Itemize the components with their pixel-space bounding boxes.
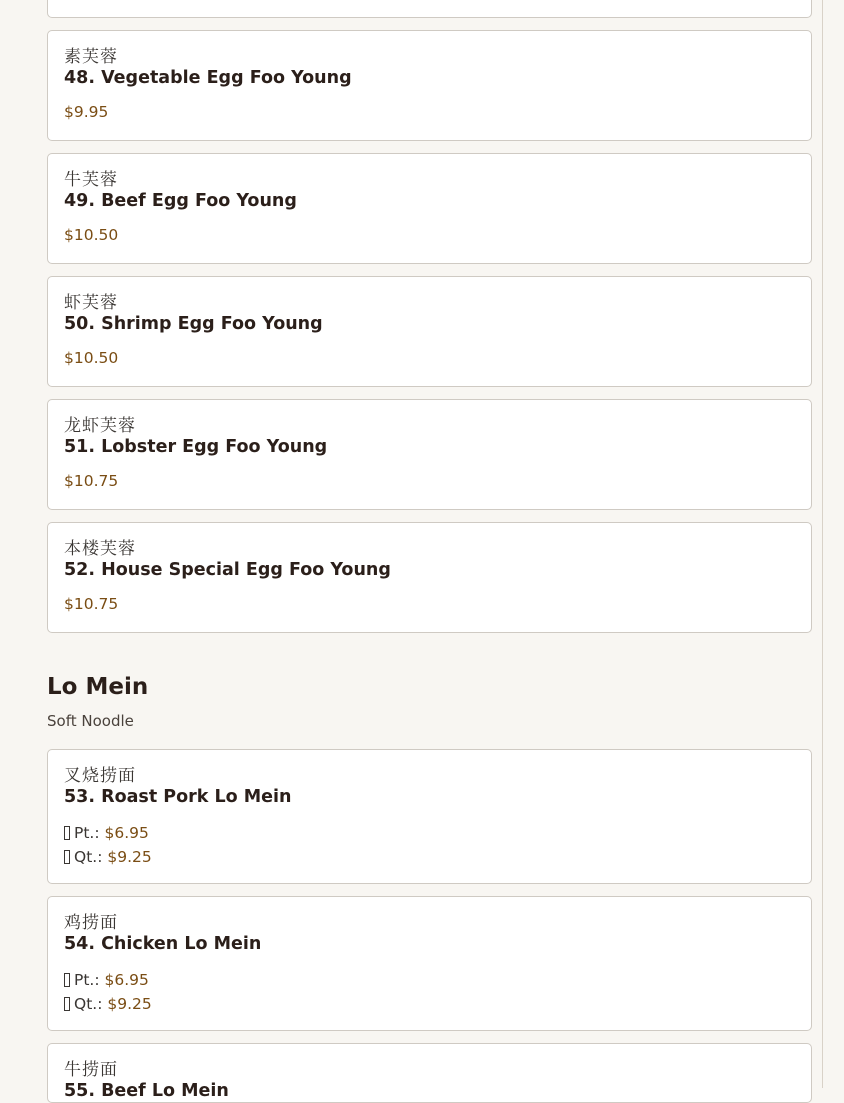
size-options	[64, 968, 795, 1016]
size-option-icon	[64, 973, 70, 987]
item-price: $10.50	[64, 349, 119, 367]
item-price: $10.50	[64, 226, 119, 244]
menu-item-card[interactable]	[47, 153, 812, 264]
size-options	[64, 821, 795, 869]
item-chinese-name: 本楼芙蓉	[64, 539, 136, 559]
size-label: Qt.:	[74, 995, 103, 1013]
size-option-quart[interactable]	[64, 992, 795, 1016]
item-price: $10.75	[64, 595, 119, 613]
menu-item-card[interactable]	[47, 522, 812, 633]
item-chinese-name: 龙虾芙蓉	[64, 416, 136, 436]
item-name: 49. Beef Egg Foo Young	[64, 191, 297, 211]
item-chinese-name: 鸡捞面	[64, 913, 118, 933]
size-option-icon	[64, 826, 70, 840]
menu-item-card[interactable]	[47, 0, 812, 18]
section-subtitle: Soft Noodle	[47, 712, 134, 730]
size-option-icon	[64, 997, 70, 1011]
item-name: 50. Shrimp Egg Foo Young	[64, 314, 323, 334]
size-option-icon	[64, 850, 70, 864]
size-option-pint[interactable]	[64, 968, 795, 992]
item-chinese-name: 虾芙蓉	[64, 293, 118, 313]
size-price: $6.95	[104, 971, 149, 989]
menu-item-card[interactable]	[47, 399, 812, 510]
size-price: $9.25	[107, 995, 152, 1013]
menu-item-card[interactable]	[47, 896, 812, 1031]
size-label: Pt.:	[74, 971, 100, 989]
menu-item-card[interactable]	[47, 1043, 812, 1103]
menu-item-card[interactable]	[47, 749, 812, 884]
item-chinese-name: 牛捞面	[64, 1060, 118, 1080]
item-price: $10.75	[64, 472, 119, 490]
item-price: $9.95	[64, 103, 109, 121]
item-chinese-name: 素芙蓉	[64, 47, 118, 67]
item-name: 52. House Special Egg Foo Young	[64, 560, 391, 580]
size-price: $9.25	[107, 848, 152, 866]
size-option-pint[interactable]	[64, 821, 795, 845]
item-name: 55. Beef Lo Mein	[64, 1081, 229, 1101]
item-name: 54. Chicken Lo Mein	[64, 934, 262, 954]
size-label: Pt.:	[74, 824, 100, 842]
menu-item-card[interactable]	[47, 276, 812, 387]
item-chinese-name: 叉烧捞面	[64, 766, 136, 786]
item-name: 51. Lobster Egg Foo Young	[64, 437, 328, 457]
size-price: $6.95	[104, 824, 149, 842]
section-title: Lo Mein	[47, 674, 149, 700]
item-name: 53. Roast Pork Lo Mein	[64, 787, 292, 807]
size-label: Qt.:	[74, 848, 103, 866]
menu-item-card[interactable]	[47, 30, 812, 141]
size-option-quart[interactable]	[64, 845, 795, 869]
item-chinese-name: 牛芙蓉	[64, 170, 118, 190]
item-name: 48. Vegetable Egg Foo Young	[64, 68, 352, 88]
